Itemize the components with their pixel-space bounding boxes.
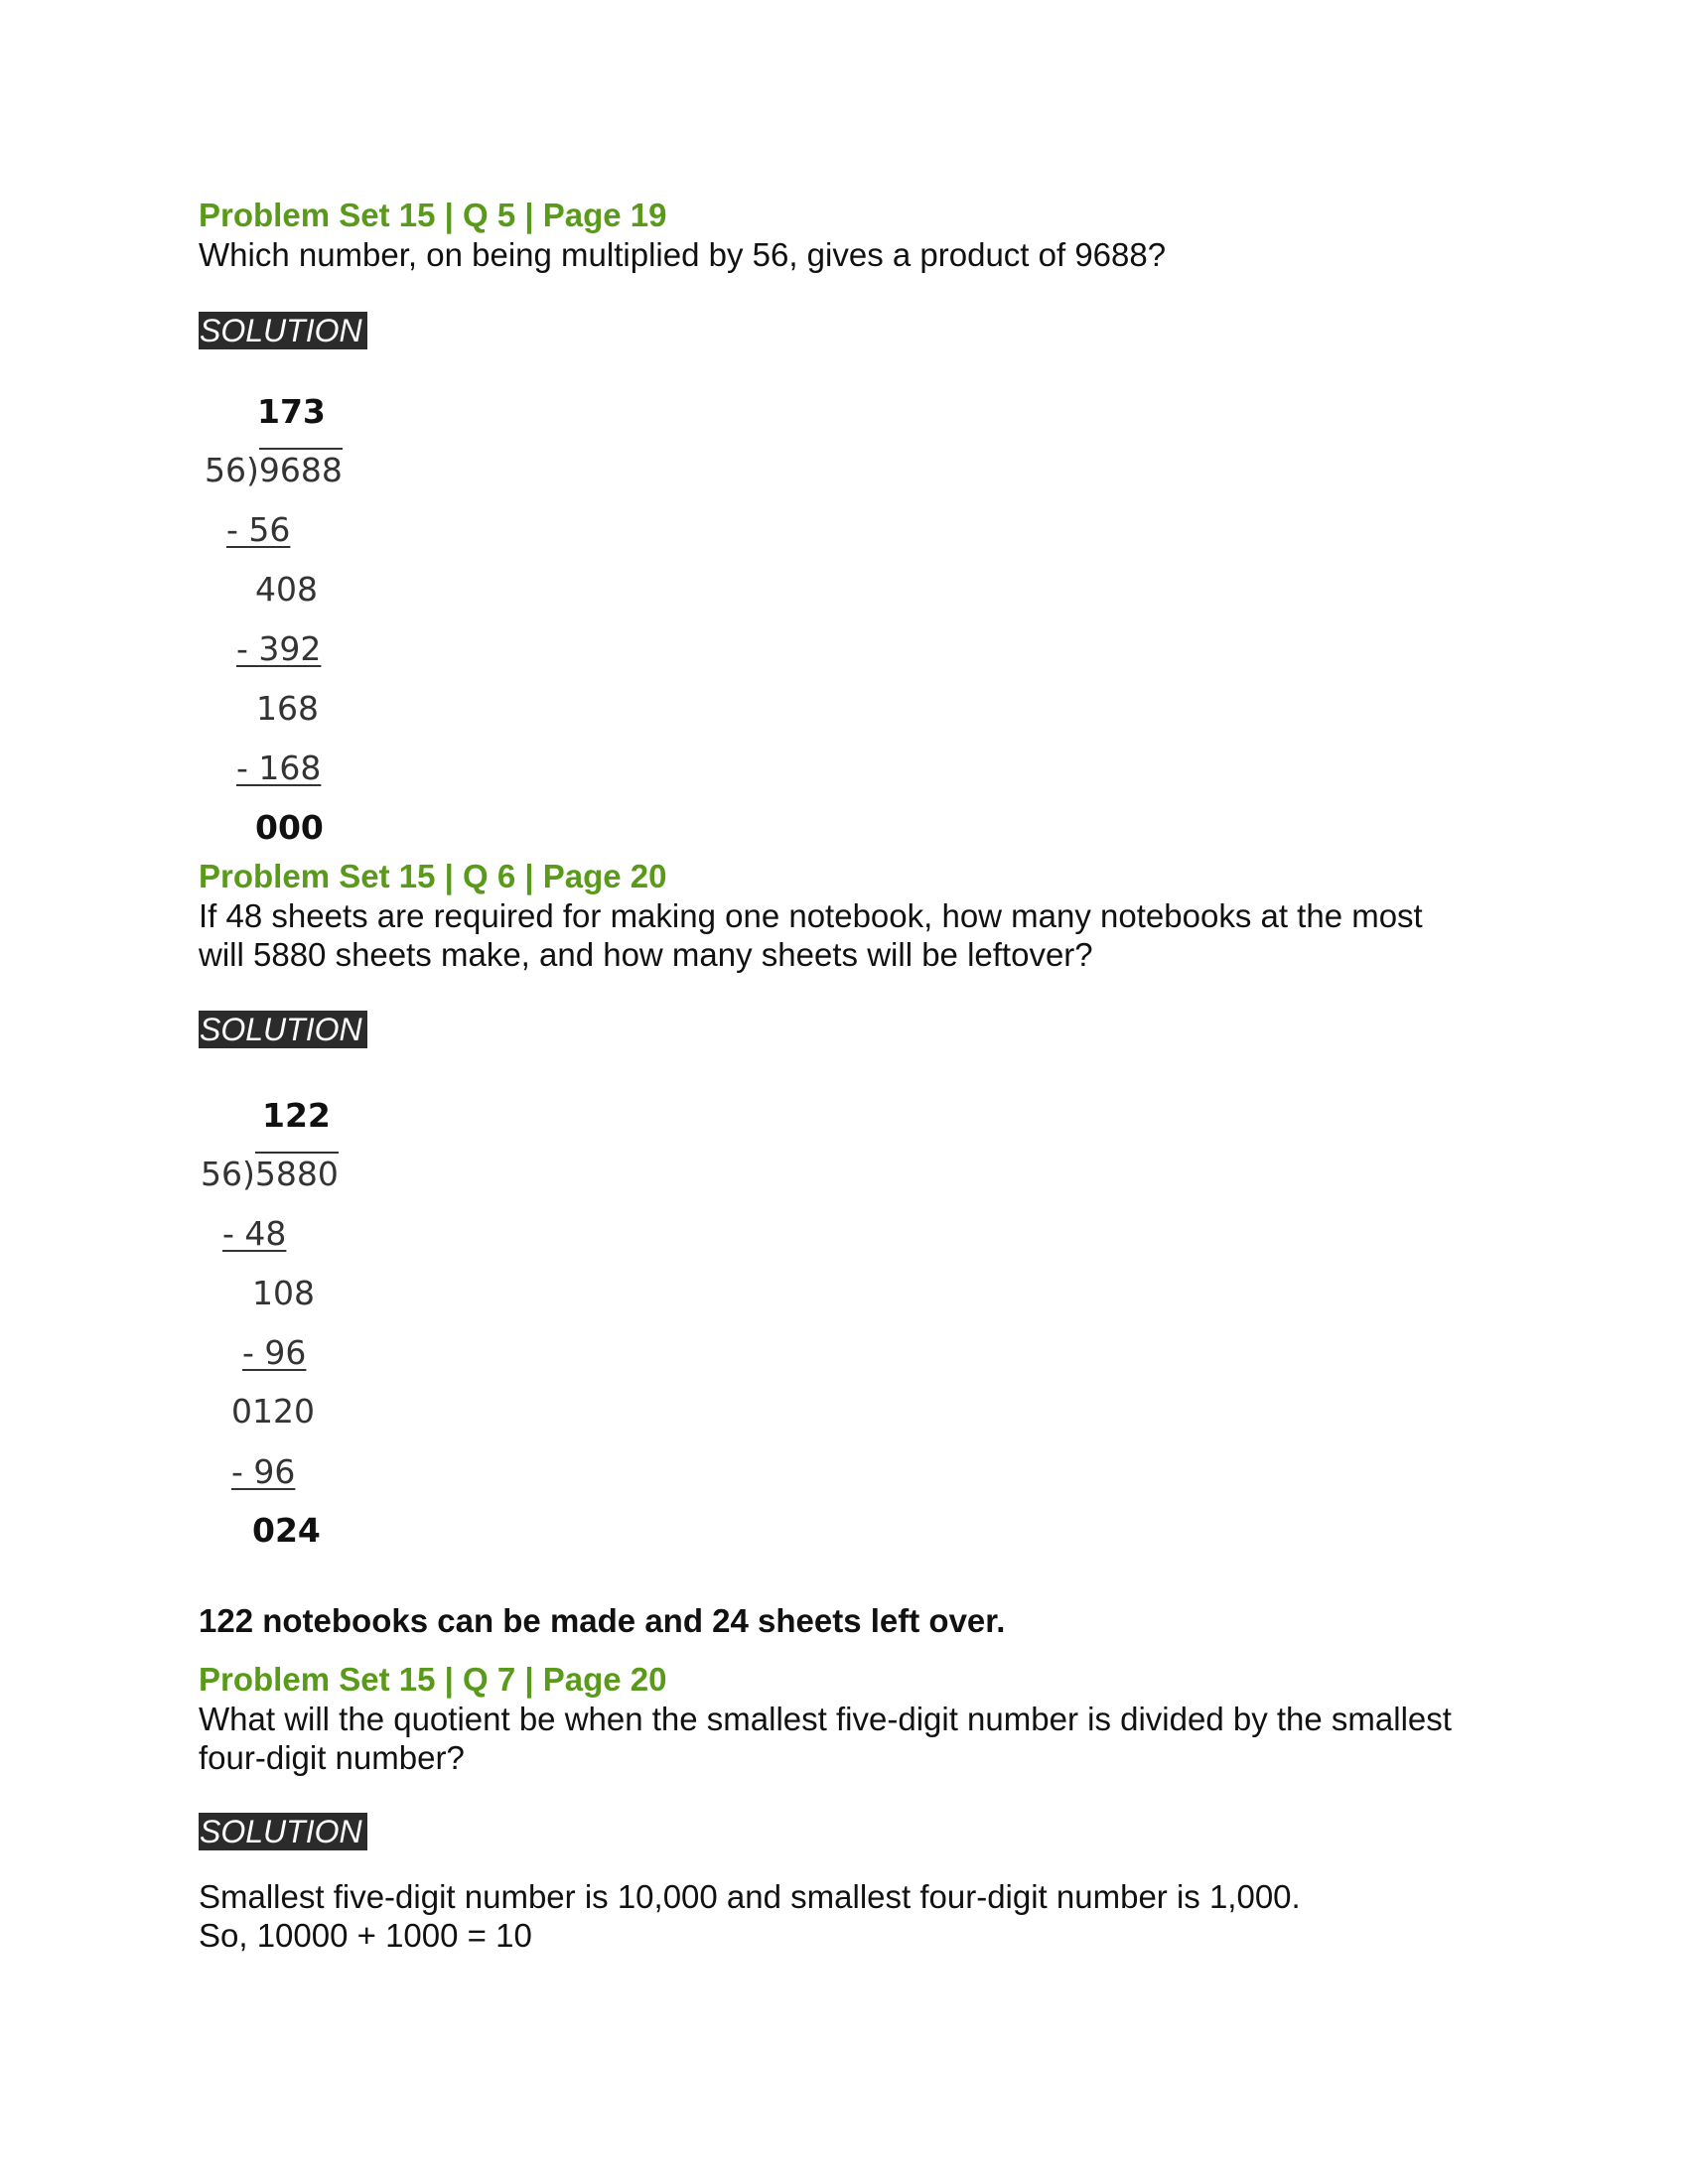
q7-question-line1: What will the quotient be when the smallest five-digit number is divided by the smallest <box>199 1701 1452 1737</box>
q6-solution-label: SOLUTION <box>199 1011 367 1048</box>
q6-question-line1: If 48 sheets are required for making one notebook, how many notebooks at the most <box>199 897 1423 934</box>
q5-divisor: 56) <box>205 451 259 489</box>
q5-dividend: 9688 <box>259 448 343 489</box>
q5-step5: - 168 <box>236 749 322 787</box>
q6-step1: - 48 <box>222 1214 287 1253</box>
q6-step5: - 96 <box>231 1452 296 1491</box>
q5-step1: - 56 <box>226 510 291 549</box>
q7-solution-line1: Smallest five-digit number is 10,000 and smallest four-digit number is 1,000. <box>199 1878 1301 1915</box>
q6-step3: - 96 <box>242 1333 307 1372</box>
q6-quotient: 122 <box>262 1096 331 1135</box>
q6-step2: 108 <box>252 1274 315 1312</box>
q5-solution-label: SOLUTION <box>199 312 367 349</box>
q6-answer: 122 notebooks can be made and 24 sheets left over. <box>199 1602 1006 1639</box>
q5-quotient: 173 <box>257 392 326 431</box>
q6-remainder: 024 <box>252 1511 321 1550</box>
q6-question-line2: will 5880 sheets make, and how many sheets will be leftover? <box>199 936 1093 973</box>
q7-question-line2: four-digit number? <box>199 1739 465 1776</box>
q6-dividend: 5880 <box>255 1152 339 1193</box>
q5-step2: 408 <box>255 570 318 609</box>
q5-question: Which number, on being multiplied by 56, gives a product of 9688? <box>199 236 1167 273</box>
q5-step3: - 392 <box>236 629 322 668</box>
q6-divisor: 56) <box>201 1155 255 1193</box>
q5-remainder: 000 <box>255 808 324 847</box>
q5-divisor-row <box>205 451 343 490</box>
q5-step4: 168 <box>256 689 319 728</box>
q7-heading: Problem Set 15 | Q 7 | Page 20 <box>199 1661 667 1698</box>
q6-step4: 0120 <box>231 1392 315 1431</box>
q6-divisor-row <box>201 1155 339 1194</box>
q7-solution-label: SOLUTION <box>199 1813 367 1850</box>
q6-heading: Problem Set 15 | Q 6 | Page 20 <box>199 858 667 894</box>
q5-heading: Problem Set 15 | Q 5 | Page 19 <box>199 197 667 233</box>
q7-solution-line2: So, 10000 + 1000 = 10 <box>199 1917 532 1954</box>
